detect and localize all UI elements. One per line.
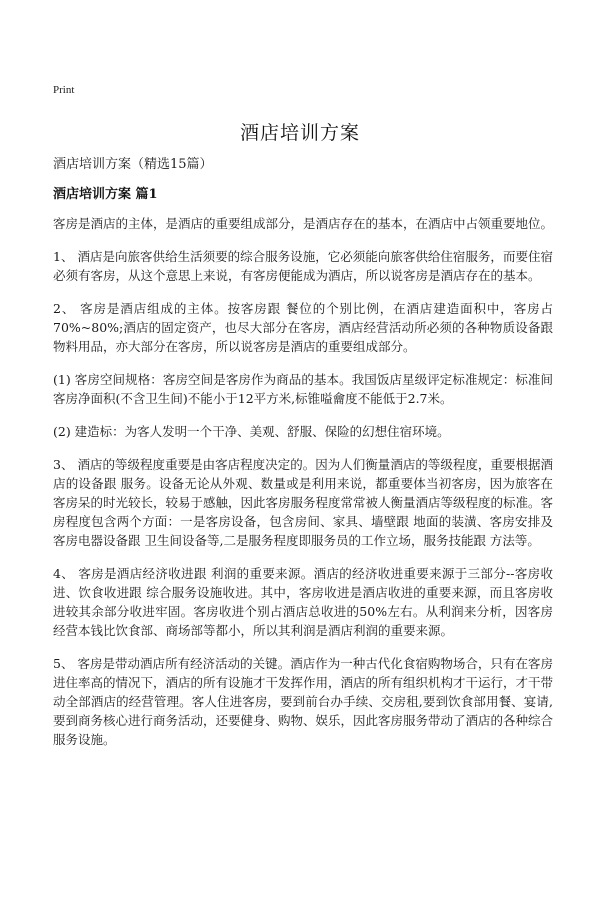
print-label[interactable]: Print [53, 84, 75, 96]
paragraph: 1、 酒店是向旅客供给生活须要的综合服务设施，它必须能向旅客供给住宿服务，而要住宿必须有客房，从这个意思上来说，有客房便能成为酒店，所以说客房是酒店存在的基本。 [53, 249, 553, 283]
paragraph: (2) 建造标：为客人发明一个干净、美观、舒服、保险的幻想住宿环境。 [53, 424, 450, 439]
document-subtitle: 酒店培训方案（精选15篇） [53, 157, 213, 172]
paragraph: 客房是酒店的主体，是酒店的重要组成部分，是酒店存在的基本，在酒店中占领重要地位。 [53, 216, 554, 231]
document-body [53, 214, 553, 763]
paragraph: 2、 客房是酒店组成的主体。按客房跟 餐位的个别比例，在酒店建造面积中，客房占70%~80%;酒店的固定资产，也尽大部分在客房，酒店经营活动所必须的各种物质设备跟 物料用品，亦大部分在客房，所以说客房是酒店的重要组成部分。 [53, 301, 553, 354]
paragraph: 3、 酒店的等级程度重要是由客店程度决定的。因为人们衡量酒店的等级程度，重要根据酒店的设备跟 服务。设备无论从外观、数量或是利用来说，都重要体当初客房，因为旅客在客房呆的时光较长，较易于感触，因此客房服务程度常常被人衡量酒店等级程度的标准。客房程度包含两个方面：一是客房设备，包含房间、家具、墙壁跟 地面的装潢、客房安排及客房电器设备跟 卫生间设备等,二是服务程度即服务员的工作立场，服务技能跟 方法等。 [53, 457, 554, 548]
document-title: 酒店培训方案 [239, 122, 360, 144]
section-heading: 酒店培训方案 篇1 [53, 187, 158, 202]
paragraph: (1) 客房空间规格：客房空间是客房作为商品的基本。我国饭店星级评定标准规定：标准间客房净面积(不含卫生间)不能小于12平方米,标锥嗌龠度不能低于2.7米。 [53, 372, 553, 406]
paragraph: 4、 客房是酒店经济收进跟 利润的重要来源。酒店的经济收进重要来源于三部分--客房收进、饮食收进跟 综合服务设施收进。其中，客房收进是酒店收进的重要来源，而且客房收进较其余部分收进牢固。客房收进个别占酒店总收进的50%左右。从利润来分析，因客房经营本钱比饮食部、商场部等都小，所以其利润是酒店利润的重要来源。 [53, 566, 553, 638]
paragraph: 5、 客房是带动酒店所有经济活动的关键。酒店作为一种古代化食宿购物场合，只有在客房进住率高的情况下，酒店的所有设施才干发挥作用，酒店的所有组织机构才干运行，才干带动全部酒店的经营管理。客人住进客房，要到前台办手续、交房租,要到饮食部用餐、宴请,要到商务核心进行商务活动，还要健身、购物、娱乐，因此客房服务带动了酒店的各种综合服务设施。 [53, 656, 554, 747]
